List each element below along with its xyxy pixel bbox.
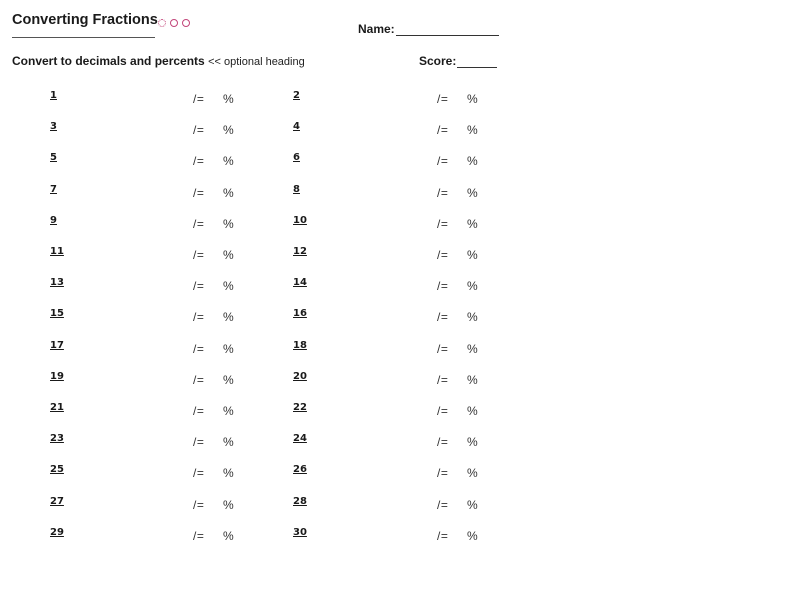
percent-blank[interactable]: % <box>223 372 234 387</box>
equals-blank[interactable]: /= <box>193 497 205 512</box>
problem-number: 13 <box>50 277 64 289</box>
equals-blank[interactable]: /= <box>437 528 449 543</box>
equals-blank[interactable]: /= <box>193 279 205 294</box>
problem-number: 17 <box>50 339 64 351</box>
score-blank[interactable] <box>457 55 497 68</box>
percent-blank[interactable]: % <box>223 341 234 356</box>
percent-blank[interactable]: % <box>467 341 478 356</box>
problem-number: 19 <box>50 370 64 382</box>
equals-blank[interactable]: /= <box>193 528 205 543</box>
percent-blank[interactable]: % <box>223 310 234 325</box>
problem-number: 12 <box>293 246 307 257</box>
equals-blank[interactable]: /= <box>437 279 449 294</box>
equals-blank[interactable]: /= <box>437 248 449 262</box>
equals-blank[interactable]: /= <box>437 466 449 481</box>
equals-blank[interactable]: /= <box>437 92 449 106</box>
problem-number: 11 <box>50 246 64 257</box>
problem-number: 14 <box>293 277 307 289</box>
percent-blank[interactable]: % <box>467 154 478 169</box>
problem-number: 7 <box>50 183 57 195</box>
problem-number: 18 <box>293 339 307 351</box>
problem-number: 3 <box>50 121 57 133</box>
problem-number: 28 <box>293 495 307 507</box>
name-blank[interactable] <box>396 23 499 36</box>
problem-number: 25 <box>50 464 64 476</box>
title-icons <box>158 15 190 27</box>
percent-blank[interactable]: % <box>467 404 478 418</box>
equals-blank[interactable]: /= <box>193 404 205 418</box>
name-label: Name: <box>358 22 395 36</box>
problem-number: 21 <box>50 402 64 413</box>
percent-blank[interactable]: % <box>467 248 478 262</box>
problem-number: 29 <box>50 526 64 538</box>
equals-blank[interactable]: /= <box>193 216 205 231</box>
percent-blank[interactable]: % <box>223 248 234 262</box>
equals-blank[interactable]: /= <box>437 435 449 450</box>
equals-blank[interactable]: /= <box>193 435 205 450</box>
equals-blank[interactable]: /= <box>193 466 205 481</box>
equals-blank[interactable]: /= <box>437 216 449 231</box>
problem-number: 8 <box>293 183 300 195</box>
worksheet-title: Converting Fractions <box>12 12 158 28</box>
equals-blank[interactable]: /= <box>437 185 449 200</box>
percent-blank[interactable]: % <box>467 435 478 450</box>
name-field <box>358 22 499 36</box>
percent-blank[interactable]: % <box>223 279 234 294</box>
percent-blank[interactable]: % <box>223 528 234 543</box>
percent-blank[interactable]: % <box>467 92 478 106</box>
equals-blank[interactable]: /= <box>193 341 205 356</box>
equals-blank[interactable]: /= <box>193 372 205 387</box>
problem-number: 9 <box>50 214 57 226</box>
problem-number: 16 <box>293 308 307 320</box>
problem-number: 5 <box>50 152 57 164</box>
equals-blank[interactable]: /= <box>193 92 205 106</box>
equals-blank[interactable]: /= <box>437 310 449 325</box>
percent-blank[interactable]: % <box>223 497 234 512</box>
equals-blank[interactable]: /= <box>193 310 205 325</box>
problem-number: 10 <box>293 214 307 226</box>
problem-number: 6 <box>293 152 300 164</box>
equals-blank[interactable]: /= <box>437 372 449 387</box>
equals-blank[interactable]: /= <box>437 341 449 356</box>
equals-blank[interactable]: /= <box>437 497 449 512</box>
gear-icon[interactable] <box>158 19 166 27</box>
percent-blank[interactable]: % <box>223 466 234 481</box>
problem-number: 27 <box>50 495 64 507</box>
problem-number: 20 <box>293 370 307 382</box>
section-heading <box>12 54 305 68</box>
percent-blank[interactable]: % <box>223 123 234 138</box>
percent-blank[interactable]: % <box>467 466 478 481</box>
equals-blank[interactable]: /= <box>193 248 205 262</box>
percent-blank[interactable]: % <box>223 185 234 200</box>
score-label: Score: <box>419 54 457 68</box>
heading-note: << optional heading <box>208 56 305 68</box>
problem-number: 30 <box>293 526 307 538</box>
percent-blank[interactable]: % <box>223 404 234 418</box>
percent-blank[interactable]: % <box>467 185 478 200</box>
problem-number: 26 <box>293 464 307 476</box>
score-field <box>419 54 497 68</box>
percent-blank[interactable]: % <box>223 435 234 450</box>
percent-blank[interactable]: % <box>223 216 234 231</box>
percent-blank[interactable]: % <box>467 497 478 512</box>
problem-number: 24 <box>293 433 307 445</box>
percent-blank[interactable]: % <box>467 123 478 138</box>
percent-blank[interactable]: % <box>467 310 478 325</box>
problem-number: 23 <box>50 433 64 445</box>
title-underline <box>12 37 155 38</box>
problem-number: 22 <box>293 402 307 413</box>
percent-blank[interactable]: % <box>223 154 234 169</box>
problem-number: 2 <box>293 90 300 101</box>
equals-blank[interactable]: /= <box>437 123 449 138</box>
percent-blank[interactable]: % <box>467 372 478 387</box>
up-arrow-icon[interactable] <box>170 19 178 27</box>
percent-blank[interactable]: % <box>467 528 478 543</box>
percent-blank[interactable]: % <box>467 279 478 294</box>
left-arrow-icon[interactable] <box>182 19 190 27</box>
problem-number: 4 <box>293 121 300 133</box>
heading-text: Convert to decimals and percents <box>12 54 205 68</box>
problem-number: 1 <box>50 90 57 101</box>
equals-blank[interactable]: /= <box>193 123 205 138</box>
equals-blank[interactable]: /= <box>437 154 449 169</box>
problem-number: 15 <box>50 308 64 320</box>
equals-blank[interactable]: /= <box>437 404 449 418</box>
equals-blank[interactable]: /= <box>193 154 205 169</box>
equals-blank[interactable]: /= <box>193 185 205 200</box>
percent-blank[interactable]: % <box>467 216 478 231</box>
percent-blank[interactable]: % <box>223 92 234 106</box>
